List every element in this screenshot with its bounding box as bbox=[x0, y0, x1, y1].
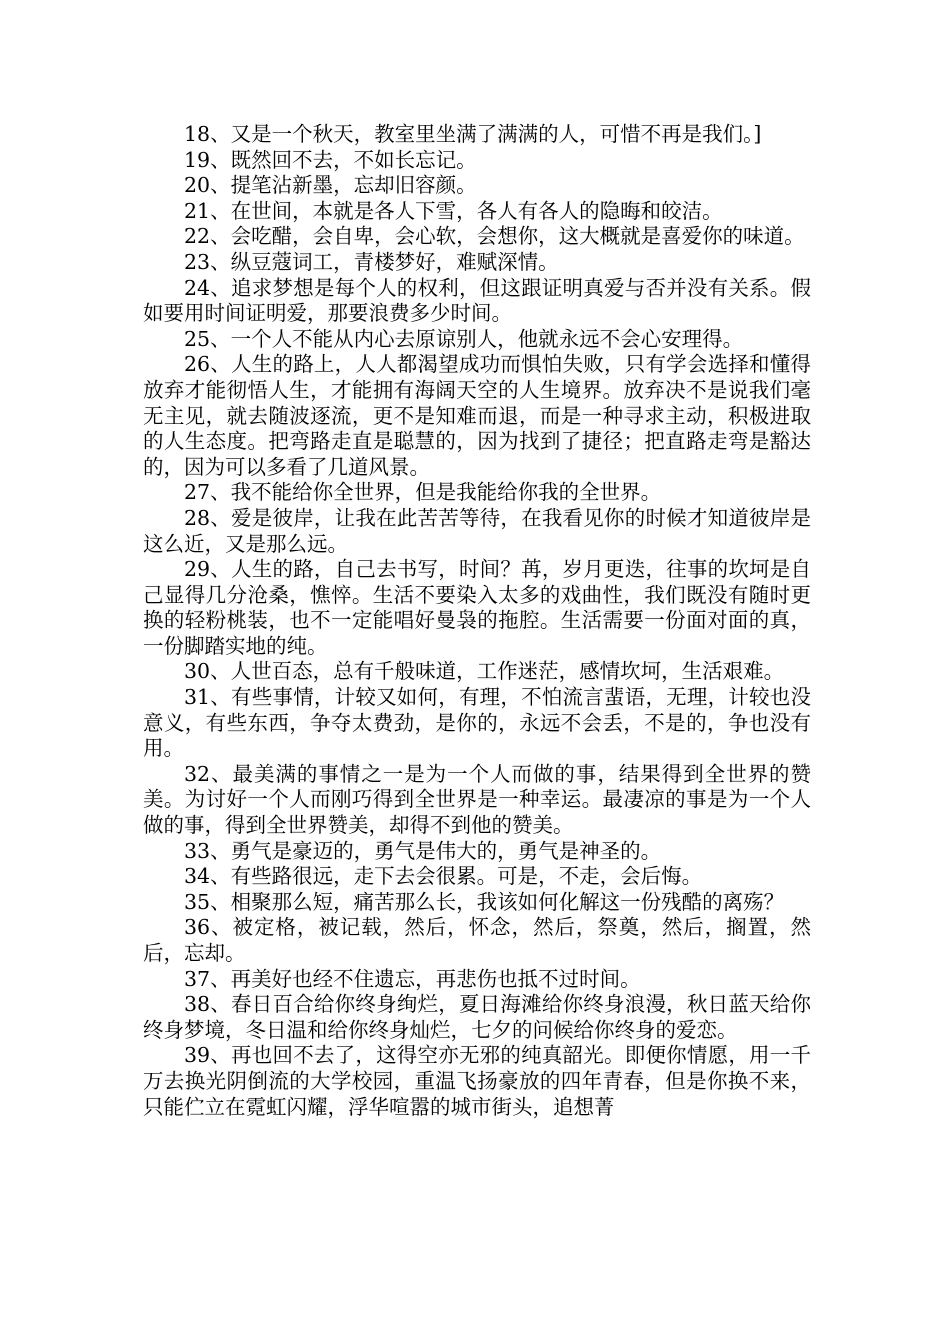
paragraph-18: 18、又是一个秋天，教室里坐满了满满的人，可惜不再是我们。] bbox=[184, 122, 762, 146]
paragraph-36: 36、被定格，被记载，然后，怀念，然后，祭奠，然后，搁置，然后，忘却。 bbox=[143, 915, 811, 965]
paragraph-29: 29、人生的路，自己去书写，时间？苒，岁月更迭，往事的坎坷是自己显得几分沧桑，憔悴。生活不要染入太多的戏曲性，我们既没有随时更换的轻粉桃装，也不一定能唱好曼袅的拖腔。生活需要一份面对面的真，一份脚踏实地的纯。 bbox=[143, 557, 811, 658]
paragraph-19: 19、既然回不去，不如长忘记。 bbox=[184, 147, 477, 172]
paragraph-31: 31、有些事情，计较又如何，有理，不怕流言蜚语，无理，计较也没意义，有些东西，争夺太费劲，是你的，永远不会丢，不是的，争也没有用。 bbox=[143, 685, 811, 761]
paragraph-23: 23、纵豆蔻词工，青楼梦好，难赋深情。 bbox=[184, 249, 559, 274]
document-body bbox=[143, 122, 811, 1120]
paragraph-25: 25、一个人不能从内心去原谅别人，他就永远不会心安理得。 bbox=[184, 326, 744, 351]
paragraph-26: 26、人生的路上，人人都渴望成功而惧怕失败，只有学会选择和懂得放弃才能彻悟人生，才能拥有海阔天空的人生境界。放弃决不是说我们毫无主见，就去随波逐流，更不是知难而退，而是一种寻求主动，积极进取的人生态度。把弯路走直是聪慧的，因为找到了捷径；把直路走弯是豁达的，因为可以多看了几道风景。 bbox=[143, 352, 811, 479]
paragraph-21: 21、在世间，本就是各人下雪，各人有各人的隐晦和皎洁。 bbox=[184, 198, 723, 223]
paragraph-22: 22、会吃醋，会自卑，会心软，会想你，这大概就是喜爱你的味道。 bbox=[184, 224, 805, 249]
paragraph-35: 35、相聚那么短，痛苦那么长，我该如何化解这一份残酷的离殇？ bbox=[184, 889, 785, 914]
paragraph-20: 20、提笔沾新墨，忘却旧容颜。 bbox=[184, 173, 477, 198]
paragraph-37: 37、再美好也经不住遗忘，再悲伤也抵不过时间。 bbox=[184, 966, 641, 991]
paragraph-38: 38、春日百合给你终身绚烂，夏日海滩给你终身浪漫，秋日蓝天给你终身梦境，冬日温和给你终身灿烂，七夕的问候给你终身的爱恋。 bbox=[143, 992, 811, 1042]
paragraph-32: 32、最美满的事情之一是为一个人而做的事，结果得到全世界的赞美。为讨好一个人而刚巧得到全世界是一种幸运。最凄凉的事是为一个人做的事，得到全世界赞美，却得不到他的赞美。 bbox=[143, 761, 811, 838]
paragraph-30: 30、人世百态，总有千般味道，工作迷茫，感情坎坷，生活艰难。 bbox=[184, 659, 785, 684]
paragraph-24: 24、追求梦想是每个人的权利，但这跟证明真爱与否并没有关系。假如要用时间证明爱，那要浪费多少时间。 bbox=[143, 275, 811, 326]
paragraph-34: 34、有些路很远，走下去会很累。可是，不走，会后悔。 bbox=[184, 864, 703, 889]
paragraph-33: 33、勇气是豪迈的，勇气是伟大的，勇气是神圣的。 bbox=[184, 838, 662, 863]
paragraph-28: 28、爱是彼岸，让我在此苦苦等待，在我看见你的时候才知道彼岸是这么近，又是那么远。 bbox=[143, 505, 811, 556]
paragraph-27: 27、我不能给你全世界，但是我能给你我的全世界。 bbox=[184, 480, 662, 505]
paragraph-39: 39、再也回不去了，这得空亦无邪的纯真韶光。即便你情愿，用一千万去换光阴倒流的大学校园，重温飞扬豪放的四年青春，但是你换不来，只能伫立在霓虹闪耀，浮华喧嚣的城市街头，追想菁 bbox=[143, 1043, 811, 1119]
